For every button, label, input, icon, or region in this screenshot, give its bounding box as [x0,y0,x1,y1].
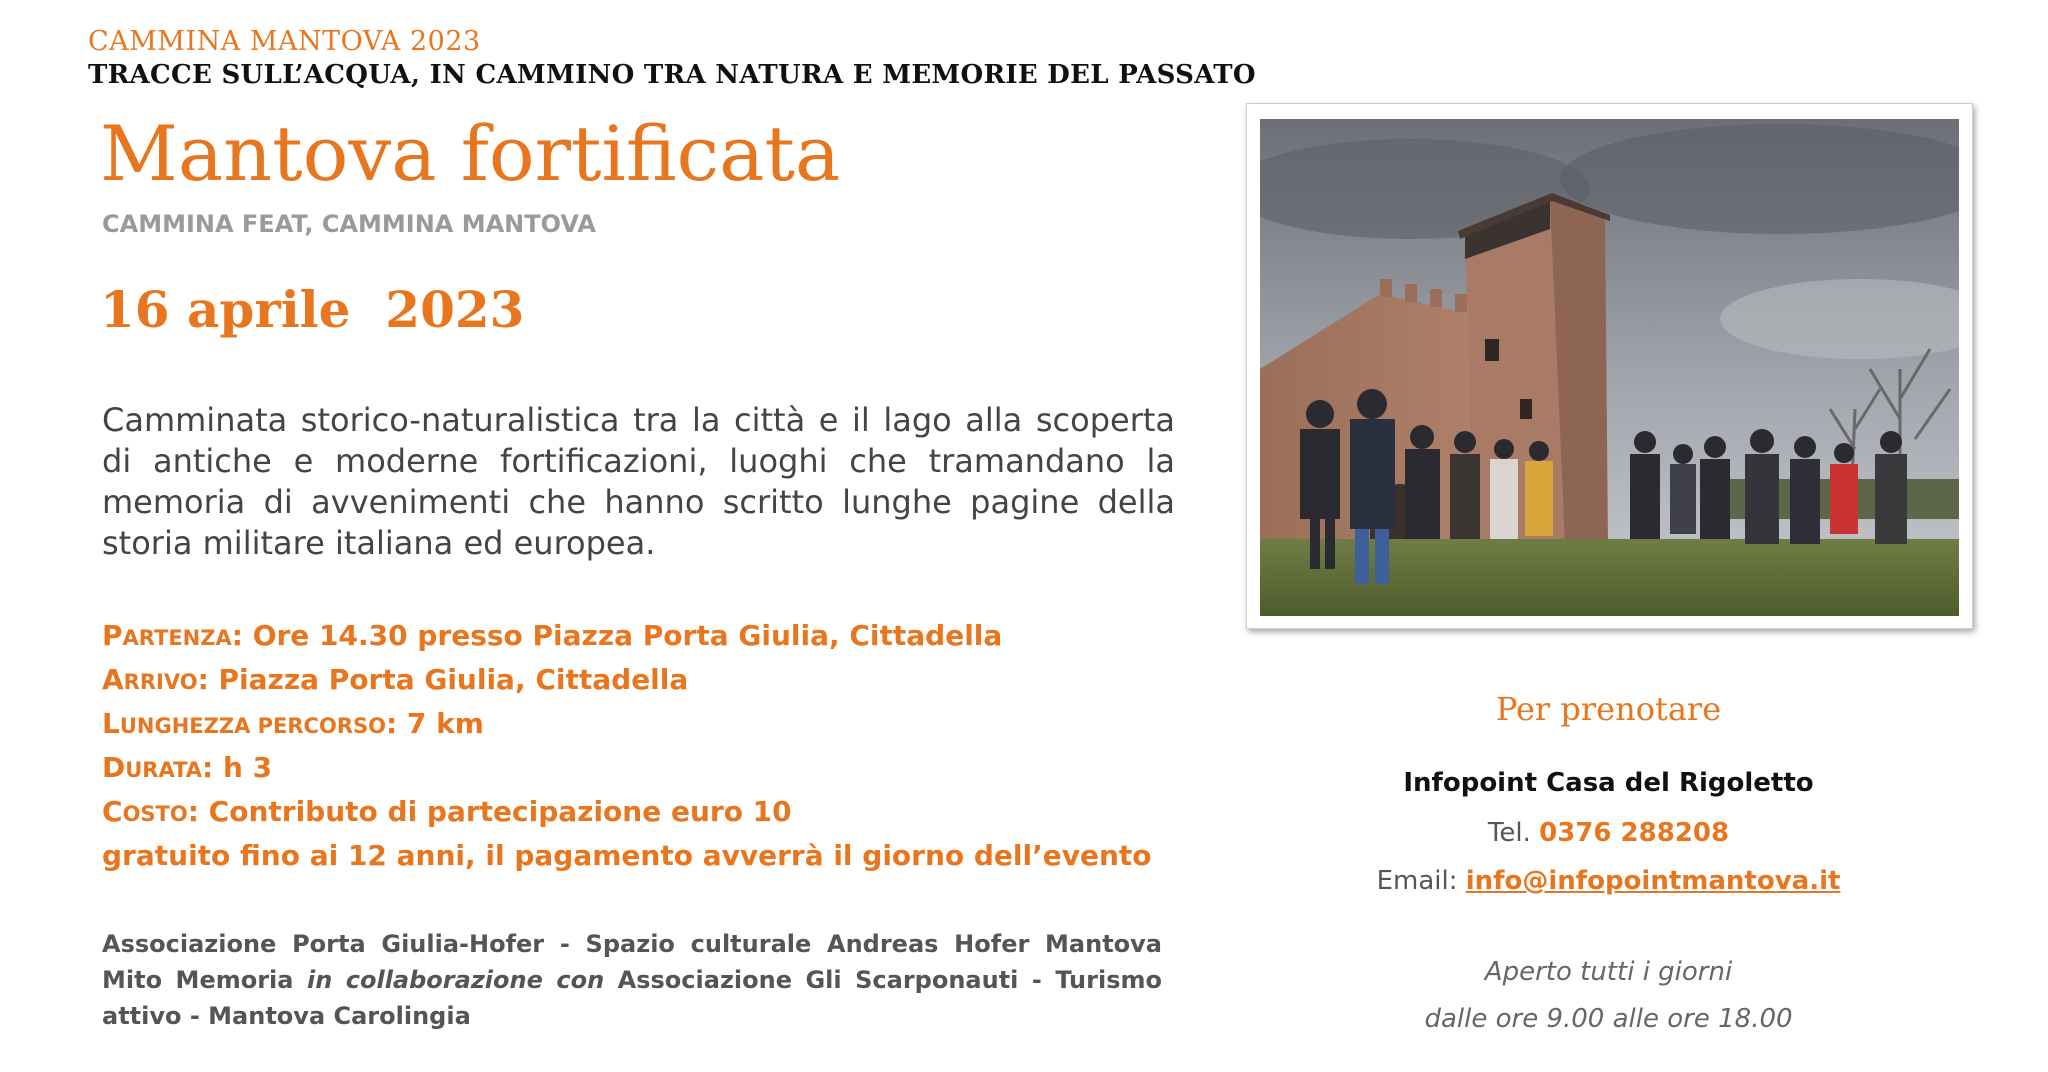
label-initial: L [102,707,120,740]
associations-part2: Associazione Gli Scarponauti - Turismo attivo - Mantova Carolingia [102,966,1162,1030]
label-initial: A [102,663,124,696]
event-organizers: CAMMINA FEAT, CAMMINA MANTOVA [102,210,596,238]
email-link[interactable]: info@infopointmantova.it [1465,866,1841,896]
associations-credits [102,926,1162,1034]
event-title: Mantova fortificata [100,109,841,198]
photo-frame [1246,103,1973,629]
phone-label: Tel. [1487,818,1540,848]
event-photo [1260,119,1959,616]
series-heading: CAMMINA MANTOVA 2023 [88,26,481,57]
label-rest: RRIVO [123,670,198,694]
detail-partenza [102,615,1202,659]
detail-costo-note: gratuito fino ai 12 anni, il pagamento avverrà il giorno dell’evento [102,839,1152,872]
booking-email [1246,866,1971,896]
label-rest: UNGHEZZA PERCORSO [119,714,386,738]
event-details [102,615,1202,876]
series-subtitle: TRACCE SULL’ACQUA, IN CAMMINO TRA NATURA E MEMORIE DEL PASSATO [88,60,1256,90]
detail-lunghezza [102,703,1202,747]
phone-number[interactable]: 0376 288208 [1539,818,1730,848]
detail-value: : 7 km [385,707,484,740]
event-date: 16 aprile 2023 [100,280,525,339]
label-rest: OSTO [122,802,188,826]
booking-title: Per prenotare [1495,690,1722,728]
opening-days: Aperto tutti i giorni [1484,957,1733,987]
detail-costo [102,791,1202,835]
label-initial: P [102,619,123,652]
label-rest: ARTENZA [122,626,232,650]
detail-value: : Ore 14.30 presso Piazza Porta Giulia, Cittadella [231,619,1003,652]
detail-value: : Piazza Porta Giulia, Cittadella [197,663,689,696]
associations-collab: in collaborazione con [306,966,605,994]
associations-part1: Associazione Porta Giulia-Hofer - Spazio culturale Andreas Hofer Mantova Mito Memoria [102,930,1162,994]
event-description: Camminata storico-naturalistica tra la città e il lago alla scoperta di antiche e moderne fortificazioni, luoghi che tramandano la memoria di avvenimenti che hanno scritto lunghe pagine della storia militare italiana ed europea. [102,401,1175,562]
label-rest: URATA [125,758,203,782]
castle-photo-illustration [1260,119,1959,616]
label-initial: C [102,795,123,828]
email-label: Email: [1376,866,1466,896]
detail-value: : Contributo di partecipazione euro 10 [187,795,792,828]
detail-value: : h 3 [202,751,273,784]
label-initial: D [102,751,126,784]
detail-arrivo [102,659,1202,703]
detail-durata [102,747,1202,791]
opening-hours: dalle ore 9.00 alle ore 18.00 [1424,1004,1793,1034]
booking-infopoint: Infopoint Casa del Rigoletto [1403,768,1814,798]
booking-phone [1246,818,1971,848]
